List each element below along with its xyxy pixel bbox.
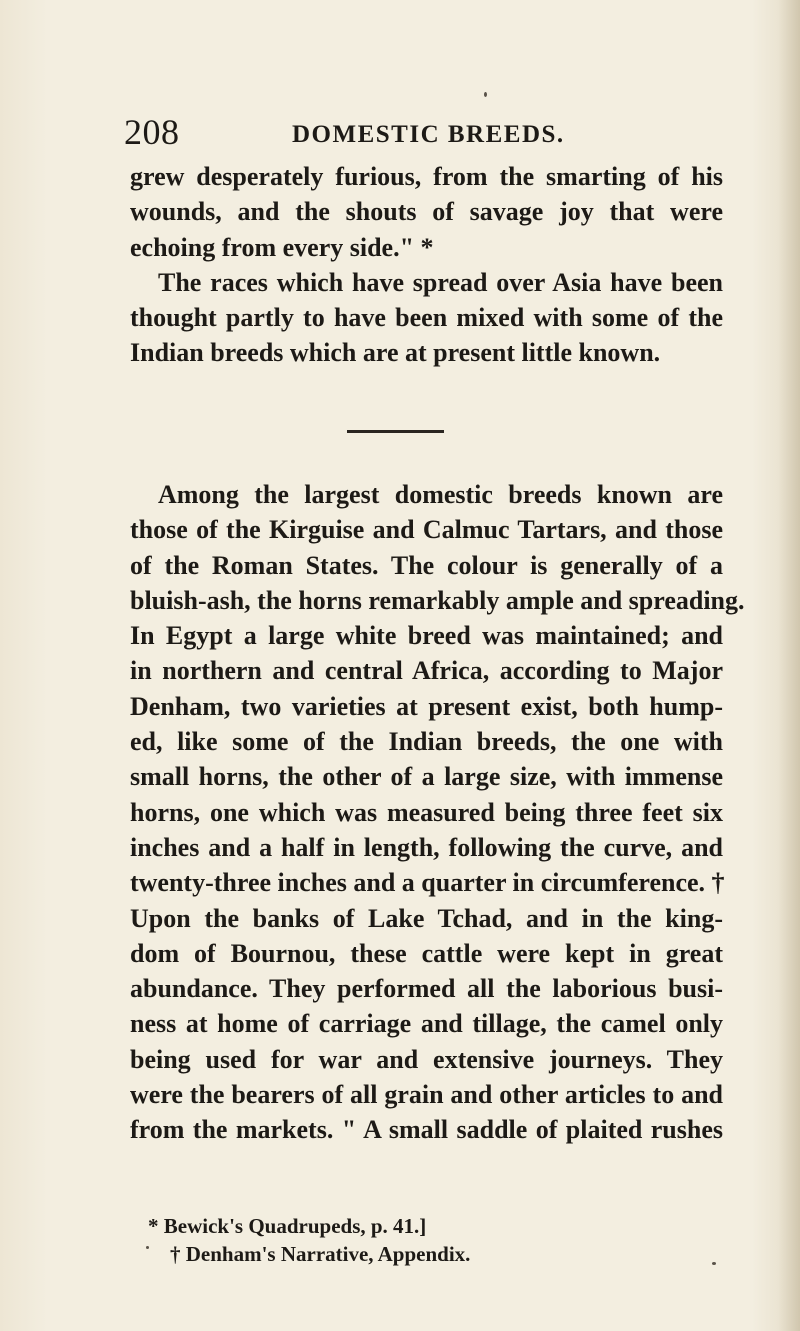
text-line: Denham, two varieties at present exist, both hump- — [130, 691, 723, 721]
text-line: ness at home of carriage and tillage, the camel only — [130, 1009, 723, 1039]
text-line: wounds, and the shouts of savage joy that were — [130, 197, 723, 227]
text-line: echoing from every side." * — [130, 232, 434, 262]
text-line: of the Roman States. The colour is generally of a — [130, 550, 723, 580]
print-speck — [484, 92, 487, 97]
paragraph-main — [130, 477, 745, 1148]
text-line: Indian breeds which are at present little known. — [130, 338, 661, 368]
page-header — [124, 112, 644, 152]
text-line: abundance. They performed all the laborious busi- — [130, 974, 723, 1004]
footnote: † Denham's Narrative, Appendix. — [170, 1242, 471, 1266]
page-number: 208 — [124, 112, 180, 152]
footnote: * Bewick's Quadrupeds, p. 41.] — [148, 1214, 427, 1238]
text-line: in northern and central Africa, according to Major — [130, 656, 723, 686]
text-line: horns, one which was measured being three feet six — [130, 797, 723, 827]
page-edge-shadow — [778, 0, 800, 1331]
text-line: twenty-three inches and a quarter in circumference. † — [130, 868, 725, 898]
text-line: being used for war and extensive journeys. They — [130, 1044, 723, 1074]
text-line: small horns, the other of a large size, with immense — [130, 762, 723, 792]
footnotes — [148, 1212, 668, 1268]
text-line: were the bearers of all grain and other articles to and — [130, 1080, 723, 1110]
text-line: thought partly to have been mixed with some of the — [130, 303, 723, 333]
text-line: Among the largest domestic breeds known are — [158, 480, 723, 509]
text-line: from the markets. " A small saddle of plaited rushes — [130, 1115, 723, 1145]
text-line: The races which have spread over Asia have been — [158, 267, 723, 297]
text-line: ed, like some of the Indian breeds, the one with — [130, 727, 723, 757]
text-line: those of the Kirguise and Calmuc Tartars, and those — [130, 515, 723, 545]
paragraph-continued — [130, 159, 723, 371]
section-divider — [347, 430, 444, 433]
text-line: bluish-ash, the horns remarkably ample and spreading. — [130, 585, 745, 615]
print-speck — [146, 1246, 149, 1249]
text-line: inches and a half in length, following the curve, and — [130, 832, 723, 862]
print-speck — [712, 1262, 716, 1265]
text-line: Upon the banks of Lake Tchad, and in the king- — [130, 903, 723, 933]
running-head: DOMESTIC BREEDS. — [292, 121, 565, 148]
text-line: In Egypt a large white breed was maintained; and — [130, 621, 723, 651]
text-line: grew desperately furious, from the smarting of his — [130, 162, 723, 191]
text-line: dom of Bournou, these cattle were kept in great — [130, 938, 723, 968]
